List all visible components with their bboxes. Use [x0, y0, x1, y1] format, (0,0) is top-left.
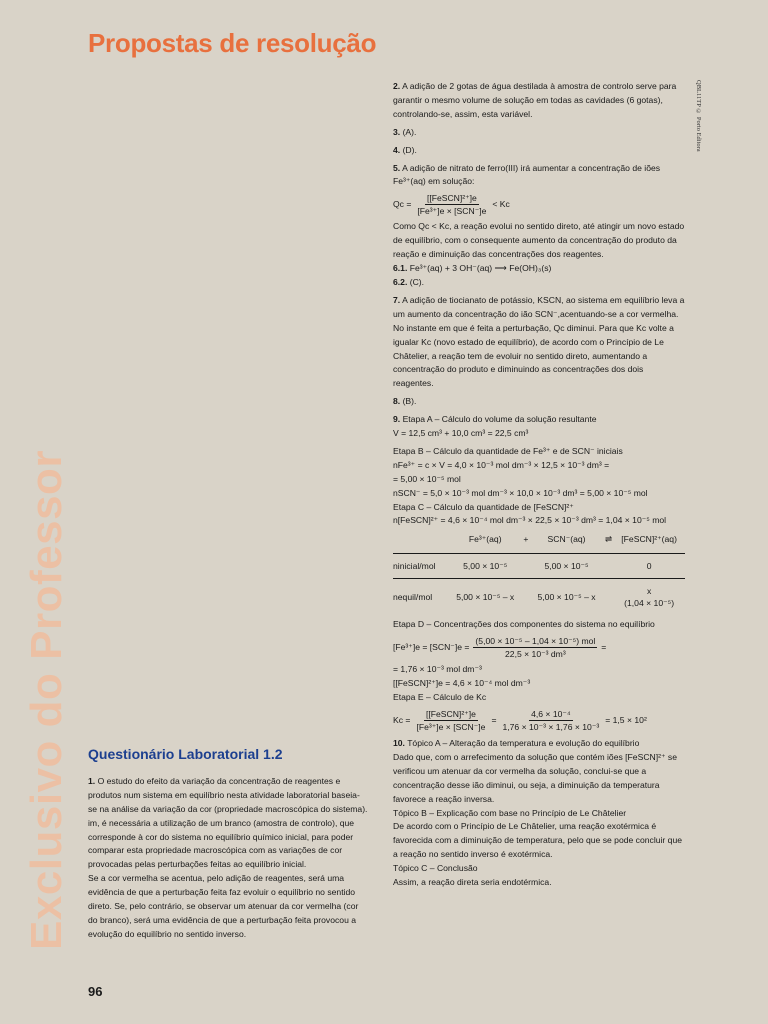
equals-sign: = — [601, 641, 607, 652]
numerator: (5,00 × 10⁻⁵ – 1,04 × 10⁻⁵) mol — [475, 636, 596, 647]
question-number: 6.1. — [393, 263, 408, 274]
table-cell-line: (1,04 × 10⁻⁵) — [624, 598, 675, 609]
answer-text: A adição de nitrato de ferro(III) irá aumentar a concentração de iões Fe³⁺(aq) em solução: — [393, 162, 661, 187]
answer-9 — [393, 413, 685, 427]
topic-text: De acordo com o Princípio de Le Châtelier, uma reação exotérmica é favorecida com a diminuição de temperatura, pelo que se pode concluir que a reação no sentido inverso é exotérmica. — [393, 821, 683, 860]
table-cell — [604, 554, 613, 579]
step-equation: [[FeSCN]²⁺]e = 4,6 × 10⁻⁴ mol dm⁻³ — [393, 678, 531, 689]
answer-7 — [393, 294, 685, 322]
table-cell — [613, 579, 685, 613]
question-number: 9. — [393, 414, 401, 425]
answer-5 — [393, 162, 685, 190]
equals-sign: = — [491, 714, 497, 725]
answer-6-1 — [393, 262, 685, 276]
denominator: 22,5 × 10⁻³ dm³ — [505, 649, 566, 660]
question-number: 7. — [393, 294, 401, 305]
step-title: Etapa C – Cálculo da quantidade de [FeSCN]²⁺ — [393, 501, 574, 512]
step-equation: = 5,00 × 10⁻⁵ mol — [393, 473, 461, 484]
question-number: 2. — [393, 81, 401, 91]
answer-text: A adição de tiocianato de potássio, KSCN, ao sistema em equilíbrio leva a um aumento da concentração do ião SCN⁻,acentuando-se a cor vermelha. — [393, 294, 685, 319]
table-row-label: ninicial/mol — [393, 554, 448, 579]
answer-text: (D). — [402, 144, 417, 155]
equation-result: = 1,5 × 10² — [605, 714, 647, 725]
table-row — [393, 554, 685, 579]
table-cell-line: x — [646, 586, 652, 597]
right-column — [393, 80, 685, 890]
table-header: Fe³⁺(aq) — [468, 534, 502, 545]
topic-text: Dado que, com o arrefecimento da solução que contém iões [FeSCN]²⁺ se verificou um atenuar da cor vermelha da solução, conclui-se que a concentração desse ião diminui, ou seja, a diminuição da temperatura favorece a reação inversa. — [393, 751, 677, 804]
table-header: ⇌ — [604, 534, 613, 545]
table-cell: 5,00 × 10⁻⁵ – x — [448, 579, 523, 613]
answer-6-2 — [393, 276, 685, 290]
equation-lhs: Qc = — [393, 198, 412, 209]
numerator: [[FeSCN]²⁺]e — [426, 193, 477, 204]
equation-rhs: < Kc — [492, 198, 510, 209]
equation-lhs: Kc = — [393, 714, 411, 725]
answer-1 — [88, 775, 368, 872]
qc-equation — [393, 192, 685, 217]
table-cell — [604, 579, 613, 613]
answer-8 — [393, 395, 685, 409]
answer-text: O estudo do efeito da variação da concentração de reagentes e produtos num sistema em equilíbrio nesta atividade laboratorial baseia-se na análise da variação da cor (propriedade macroscópica do sistema). im, é necessária a utilização de um branco (amostra de controlo), que corresponde à cor do sistema no equilíbrio químico inicial, para poder comparar esta propriedade macroscópica com as variações de cor provocadas pelas perturbações feitas ao equilíbrio inicial. — [88, 775, 368, 870]
copyright-notice: QBL11TP © Porto Editora — [695, 80, 702, 152]
left-column — [88, 748, 368, 942]
topic-text: Assim, a reação direta seria endotérmica. — [393, 877, 552, 888]
fraction — [500, 708, 601, 733]
table-cell: 5,00 × 10⁻⁵ – x — [529, 579, 604, 613]
denominator: 1,76 × 10⁻³ × 1,76 × 10⁻³ — [502, 722, 600, 732]
fraction — [473, 635, 597, 660]
answer-text: (B). — [402, 396, 417, 407]
answer-text: (C). — [409, 276, 425, 287]
fraction — [415, 192, 488, 217]
step-equation: V = 12,5 cm³ + 10,0 cm³ = 22,5 cm³ — [393, 428, 529, 439]
equation-lhs: [Fe³⁺]e = [SCN⁻]e = — [393, 641, 470, 652]
step-title: Etapa D – Concentrações dos componentes do sistema no equilíbrio — [393, 619, 655, 630]
table-row-label: nequil/mol — [393, 579, 448, 613]
table-header-row — [393, 530, 685, 554]
answer-3 — [393, 126, 685, 140]
answer-7-continued: No instante em que é feita a perturbação, Qc diminui. Para que Kc volte a igualar Kc (novo estado de equilíbrio), de acordo com o Princípio de Le Châtelier, a reação tem de evoluir no sentido direto, aumentando a concentração do produto e diminuindo as concentrações dos dois reagentes. — [393, 322, 674, 389]
step-title: Etapa E – Cálculo de Kc — [393, 692, 487, 703]
topic-title: Tópico C – Conclusão — [393, 863, 478, 874]
table-header: [FeSCN]²⁺(aq) — [621, 534, 677, 545]
answer-4 — [393, 144, 685, 158]
side-watermark: Exclusivo do Professor — [22, 449, 71, 950]
page-title: Propostas de resolução — [88, 28, 377, 58]
numerator: 4,6 × 10⁻⁴ — [531, 709, 571, 719]
table-cell: 5,00 × 10⁻⁵ — [529, 554, 604, 579]
table-cell: 5,00 × 10⁻⁵ — [448, 554, 523, 579]
answer-2 — [393, 80, 685, 122]
question-number: 6.2. — [393, 276, 408, 287]
kc-equation — [393, 708, 685, 733]
step-title: Etapa A – Cálculo do volume da solução resultante — [402, 414, 597, 425]
numerator: [[FeSCN]²⁺]e — [425, 709, 476, 719]
denominator: [Fe³⁺]e × [SCN⁻]e — [417, 206, 487, 217]
table-header: + — [523, 534, 529, 545]
answer-text: (A). — [402, 126, 417, 137]
question-number: 10. — [393, 738, 405, 748]
step-equation: nSCN⁻ = 5,0 × 10⁻³ mol dm⁻³ × 10,0 × 10⁻³ dm³ = 5,00 × 10⁻⁵ mol — [393, 487, 648, 498]
answer-1-continued: Se a cor vermelha se acentua, pelo adição de reagentes, será uma evidência de que a perturbação feita faz evoluir o equilíbrio no sentido direto. Se, pelo contrário, se observar um atenuar da cor vermelha (cor do branco), será uma evidência de que a perturbação feita provocou a evolução do equilíbrio no sentido inverso. — [88, 873, 359, 939]
fraction — [414, 708, 487, 733]
question-number: 4. — [393, 144, 401, 155]
step-equation: n[FeSCN]²⁺ = 4,6 × 10⁻⁴ mol dm⁻³ × 22,5 × 10⁻³ dm³ = 1,04 × 10⁻⁵ mol — [393, 515, 667, 526]
answer-text: Fe³⁺(aq) + 3 OH⁻(aq) ⟶ Fe(OH)₃(s) — [409, 263, 552, 274]
table-header: SCN⁻(aq) — [547, 534, 586, 545]
answer-5-text: Como Qc < Kc, a reação evolui no sentido direto, até atingir um novo estado de equilíbrio, com o consequente aumento da concentração do produto da reação e diminuição das concentrações dos reagentes. — [393, 221, 685, 260]
step-title: Etapa B – Cálculo da quantidade de Fe³⁺ e de SCN⁻ iniciais — [393, 445, 623, 456]
concentration-equation — [393, 635, 685, 660]
equilibrium-table — [393, 530, 685, 612]
question-number: 3. — [393, 126, 401, 137]
table-row — [393, 579, 685, 613]
section-title: Questionário Laboratorial 1.2 — [88, 746, 283, 762]
answer-text: A adição de 2 gotas de água destilada à amostra de controlo serve para garantir o mesmo volume de solução em todas as cavidades (6 gotas), controlando-se, assim, esta variável. — [393, 81, 677, 119]
topic-title: Tópico B – Explicação com base no Princípio de Le Châtelier — [393, 807, 627, 818]
step-equation: = 1,76 × 10⁻³ mol dm⁻³ — [393, 664, 482, 675]
topic-title: Tópico A – Alteração da temperatura e evolução do equilíbrio — [407, 738, 640, 748]
page-number: 96 — [88, 984, 103, 999]
denominator: [Fe³⁺]e × [SCN⁻]e — [416, 722, 486, 732]
question-number: 5. — [393, 162, 401, 173]
answer-10 — [393, 737, 685, 751]
question-number: 8. — [393, 396, 401, 407]
question-number: 1. — [88, 775, 96, 786]
table-cell: 0 — [613, 554, 685, 579]
table-cell — [393, 530, 448, 554]
step-equation: nFe³⁺ = c × V = 4,0 × 10⁻³ mol dm⁻³ × 12,5 × 10⁻³ dm³ = — [393, 459, 610, 470]
